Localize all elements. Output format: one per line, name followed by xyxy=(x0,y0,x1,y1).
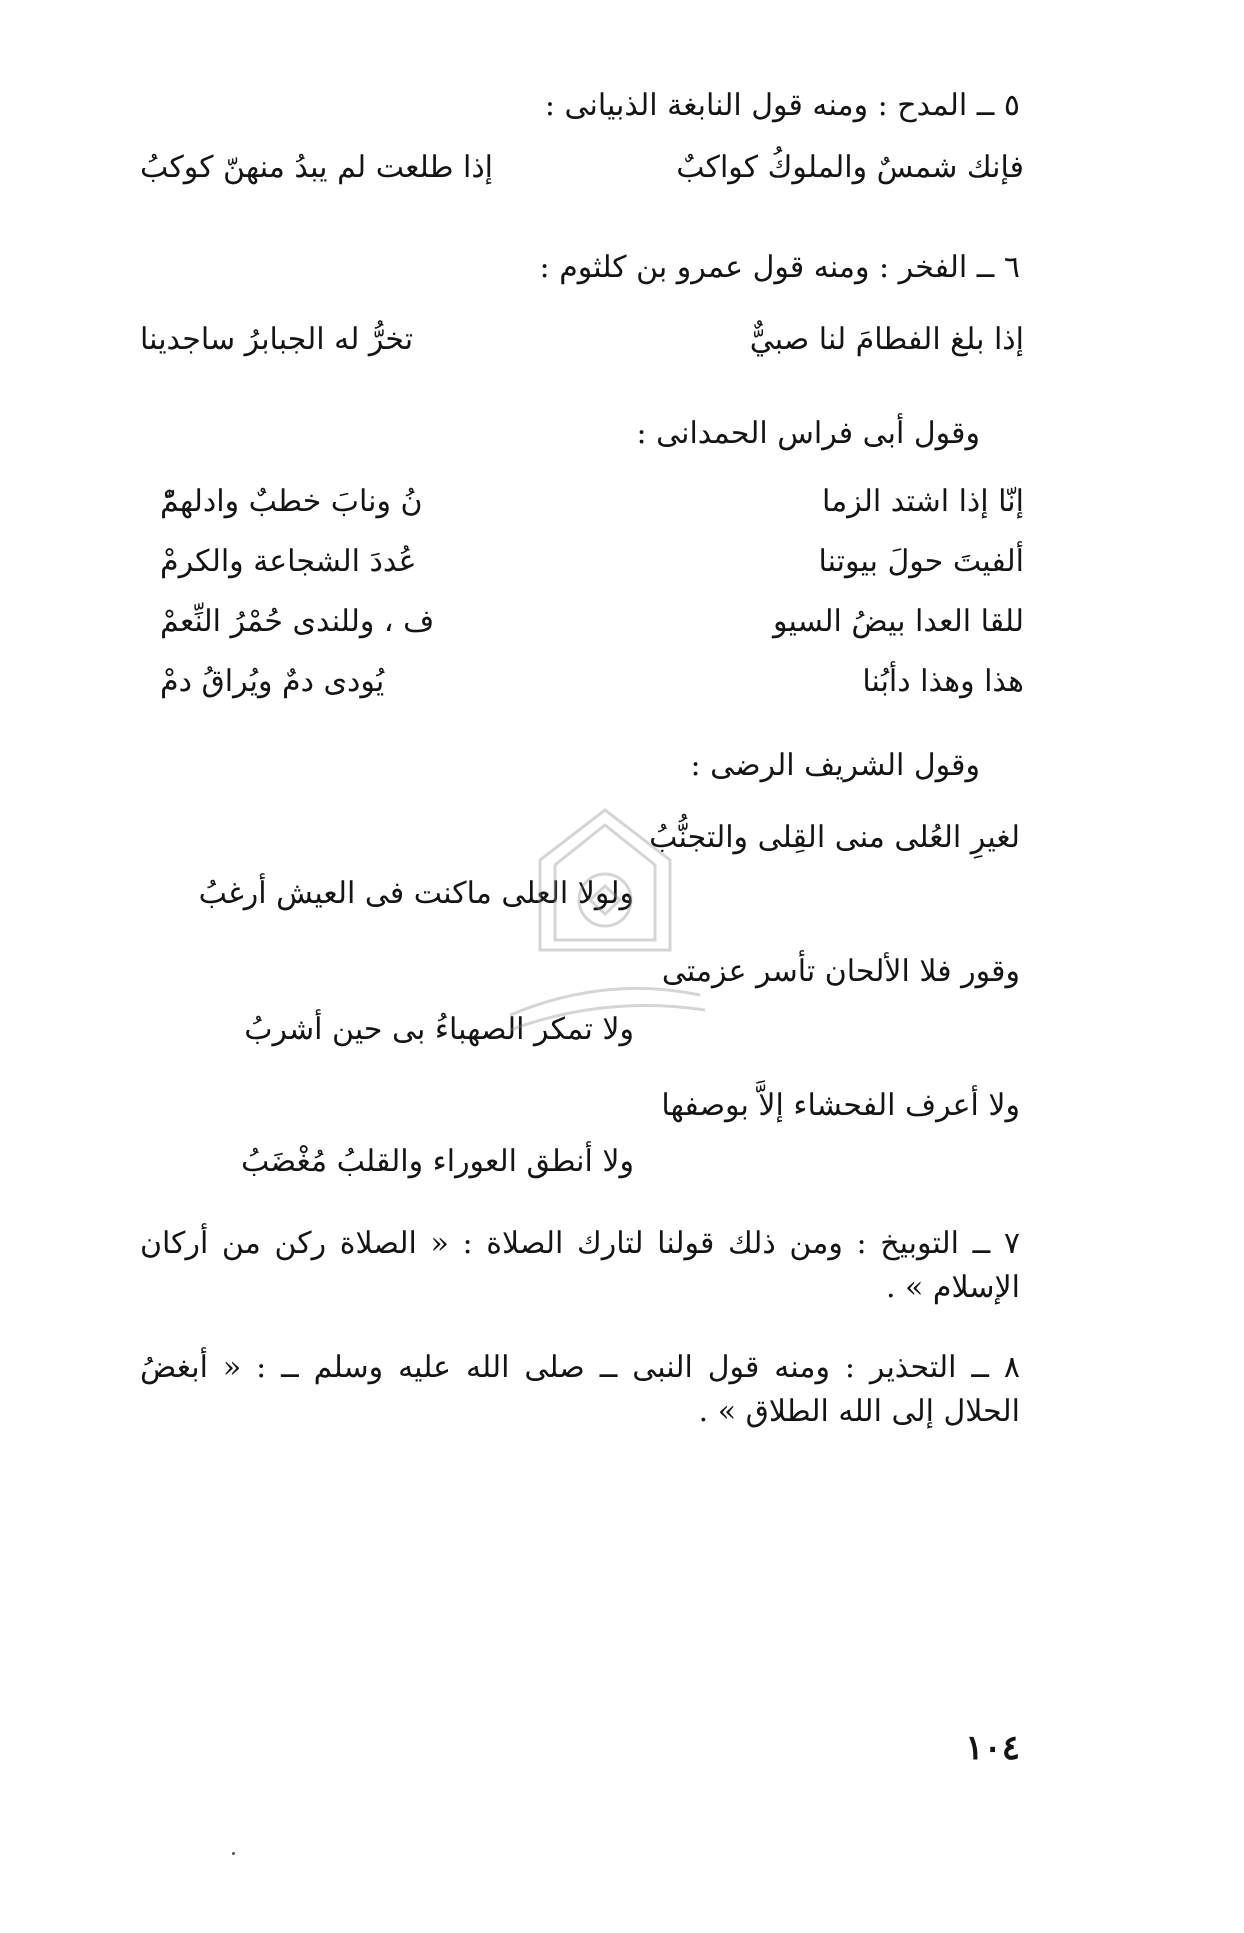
sharif-verse-3-first: ولا أعرف الفحشاء إلاَّ بوصفها xyxy=(661,1088,1020,1123)
sharif-verse-2-second: ولا تمكر الصهباءُ بى حين أشربُ xyxy=(244,1012,634,1047)
verse-nabigha xyxy=(140,146,1024,190)
page-speck xyxy=(232,1852,235,1855)
section-7-paragraph: ٧ ــ التوبيخ : ومن ذلك قولنا لتارك الصلاة : « الصلاة ركن من أركان الإسلام » . xyxy=(140,1226,1020,1305)
verse-first-hemistich: إذا بلغ الفطامَ لنا صبيٌّ xyxy=(749,322,1024,357)
verse-amr-ibn-kulthum xyxy=(140,318,1024,362)
section-8-paragraph: ٨ ــ التحذير : ومنه قول النبى ــ صلى الله عليه وسلم ــ : « أبغضُ الحلال إلى الله الطلاق » . xyxy=(140,1350,1020,1429)
verse-second-hemistich: ف ، وللندى حُمْرُ النِّعمْ xyxy=(160,604,435,639)
verse-first-hemistich: فإنك شمسٌ والملوكُ كواكبٌ xyxy=(676,150,1024,185)
verse-second-hemistich: عُددَ الشجاعة والكرمْ xyxy=(160,544,417,579)
sharif-verse-3-second: ولا أنطق العوراء والقلبُ مُغْضَبُ xyxy=(241,1144,634,1179)
section-6-heading: ٦ ــ الفخر : ومنه قول عمرو بن كلثوم : xyxy=(539,250,1020,285)
abu-firas-verse xyxy=(160,600,1024,644)
page-number: ١٠٤ xyxy=(965,1728,1020,1768)
verse-first-hemistich: للقا العدا بيضُ السيو xyxy=(773,604,1024,639)
verse-second-hemistich: إذا طلعت لم يبدُ منهنّ كوكبُ xyxy=(140,150,494,185)
section-5-heading: ٥ ــ المدح : ومنه قول النابغة الذبيانى : xyxy=(544,88,1020,123)
verse-second-hemistich: تخرُّ له الجبابرُ ساجدينا xyxy=(140,322,414,357)
verse-second-hemistich: نُ ونابَ خطبٌ وادلهمّْ xyxy=(160,484,423,519)
library-emblem-icon xyxy=(440,800,770,1060)
verse-first-hemistich: إنّا إذا اشتد الزما xyxy=(822,484,1024,519)
verse-first-hemistich: هذا وهذا دأبُنا xyxy=(862,664,1024,699)
abu-firas-verse xyxy=(160,660,1024,704)
sharif-verse-1-second: ولولا العلى ماكنت فى العيش أرغبُ xyxy=(198,876,634,911)
sharif-radi-intro: وقول الشريف الرضى : xyxy=(690,748,980,783)
sharif-verse-1-first: لغيرِ العُلى منى القِلى والتجنُّبُ xyxy=(649,820,1020,855)
abu-firas-intro: وقول أبى فراس الحمدانى : xyxy=(636,416,980,451)
verse-first-hemistich: ألفيتَ حولَ بيوتنا xyxy=(818,544,1024,579)
abu-firas-verse xyxy=(160,480,1024,524)
abu-firas-verse xyxy=(160,540,1024,584)
verse-second-hemistich: يُودى دمٌ ويُراقُ دمْ xyxy=(160,664,385,699)
sharif-verse-2-first: وقور فلا الألحان تأسر عزمتى xyxy=(661,954,1020,989)
